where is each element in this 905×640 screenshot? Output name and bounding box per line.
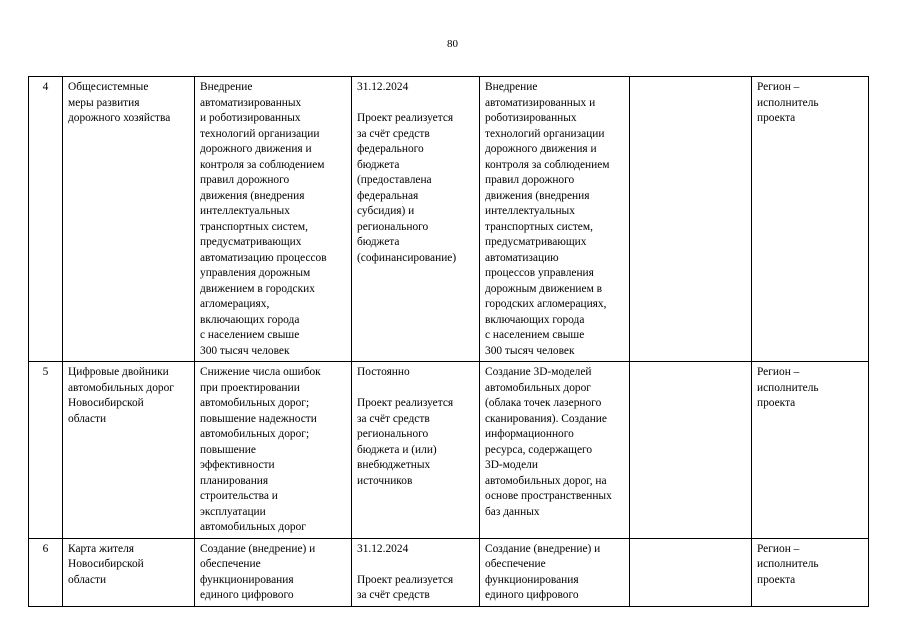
- project-name-cell-line: Новосибирской: [68, 558, 144, 570]
- deadline-funding-cell: [352, 362, 480, 539]
- project-goal-cell-line: эксплуатации: [200, 505, 266, 518]
- expected-result-cell-line: правил дорожного: [485, 174, 575, 186]
- project-goal-cell-line: функционирования: [200, 573, 294, 586]
- expected-result-cell-line: дорожного движения и: [485, 143, 597, 155]
- project-name-cell-line: Карта жителя: [68, 542, 134, 555]
- expected-result-cell-line: контроля за соблюдением: [485, 158, 610, 171]
- project-goal-cell-line: интеллектуальных: [200, 205, 290, 217]
- project-goal-cell-line: автоматизированных: [200, 96, 302, 109]
- project-goal-cell: [195, 362, 352, 539]
- expected-result-cell-line: предусматривающих: [485, 236, 587, 248]
- executor-cell-line: исполнитель: [757, 381, 819, 394]
- executor-cell-line: Регион –: [757, 366, 800, 378]
- table-row: [29, 362, 869, 539]
- project-goal-cell-line: управления дорожным: [200, 267, 311, 279]
- project-goal-cell-line: строительства и: [200, 490, 278, 502]
- row-number: 6: [29, 538, 63, 606]
- deadline: 31.12.2024: [357, 542, 409, 555]
- expected-result-cell-line: ресурса, содержащего: [485, 443, 593, 456]
- project-goal-cell: [195, 77, 352, 362]
- project-goal-cell-line: технологий организации: [200, 127, 320, 140]
- project-goal-cell-line: правил дорожного: [200, 174, 290, 186]
- executor-cell: [752, 362, 869, 539]
- executor-cell-line: Регион –: [757, 542, 800, 555]
- expected-result-cell-line: процессов управления: [485, 267, 594, 279]
- expected-result-cell-line: единого цифрового: [485, 589, 579, 601]
- expected-result-cell-line: автоматизированных и: [485, 96, 596, 109]
- project-goal-cell-line: агломерациях,: [200, 298, 270, 310]
- project-name-cell-line: меры развития: [68, 96, 140, 109]
- project-goal-cell-line: Создание (внедрение) и: [200, 542, 316, 555]
- executor-cell-line: исполнитель: [757, 96, 819, 109]
- project-goal-cell-line: дорожного движения и: [200, 143, 312, 155]
- deadline-funding-cell: [352, 538, 480, 606]
- project-goal-cell-line: и роботизированных: [200, 112, 301, 124]
- expected-result-cell-line: включающих города: [485, 313, 585, 326]
- project-name-cell-line: Общесистемные: [68, 81, 149, 93]
- expected-result-cell-line: Создание (внедрение) и: [485, 542, 601, 555]
- project-goal-cell-line: единого цифрового: [200, 589, 294, 601]
- funding-line: за счёт средств: [357, 589, 430, 601]
- expected-result-cell-line: информационного: [485, 428, 574, 440]
- projects-table: [28, 76, 869, 607]
- expected-result-cell: [480, 77, 630, 362]
- expected-result-cell-line: роботизированных: [485, 112, 577, 124]
- empty-cell: [630, 77, 752, 362]
- deadline: Постоянно: [357, 366, 410, 378]
- project-name-cell-line: области: [68, 573, 107, 586]
- funding-line: (предоставлена: [357, 174, 432, 186]
- project-goal-cell-line: контроля за соблюдением: [200, 158, 325, 171]
- funding-line: внебюджетных: [357, 459, 431, 471]
- spacer: [357, 381, 474, 397]
- page-number: 80: [447, 38, 458, 50]
- executor-cell-line: Регион –: [757, 81, 800, 93]
- project-goal-cell-line: предусматривающих: [200, 236, 302, 248]
- project-name-cell: [63, 77, 195, 362]
- project-name-cell-line: Цифровые двойники: [68, 366, 169, 378]
- funding-line: бюджета: [357, 158, 400, 171]
- funding-line: Проект реализуется: [357, 397, 454, 409]
- spacer: [357, 557, 474, 573]
- empty-cell: [630, 362, 752, 539]
- expected-result-cell-line: дорожным движением в: [485, 282, 602, 295]
- funding-line: регионального: [357, 220, 429, 233]
- project-goal-cell-line: автомобильных дорог;: [200, 397, 310, 409]
- funding-line: регионального: [357, 428, 429, 440]
- expected-result-cell-line: интеллектуальных: [485, 205, 575, 217]
- project-name-cell-line: дорожного хозяйства: [68, 112, 171, 124]
- project-goal-cell-line: движением в городских: [200, 282, 315, 295]
- funding-line: бюджета и (или): [357, 443, 437, 456]
- expected-result-cell-line: 3D-модели: [485, 459, 538, 471]
- expected-result-cell-line: автомобильных дорог: [485, 381, 591, 394]
- project-name-cell-line: автомобильных дорог: [68, 381, 174, 394]
- project-name-cell: [63, 538, 195, 606]
- project-goal-cell-line: транспортных систем,: [200, 220, 308, 233]
- funding-line: федерального: [357, 143, 424, 155]
- executor-cell-line: исполнитель: [757, 558, 819, 570]
- expected-result-cell-line: автомобильных дорог, на: [485, 474, 607, 487]
- project-goal-cell-line: с населением свыше: [200, 329, 300, 341]
- table-row: [29, 77, 869, 362]
- expected-result-cell-line: (облака точек лазерного: [485, 397, 602, 409]
- funding-line: Проект реализуется: [357, 112, 454, 124]
- project-name-cell-line: области: [68, 412, 107, 425]
- funding-line: источников: [357, 474, 413, 487]
- project-goal-cell-line: движения (внедрения: [200, 189, 305, 202]
- project-goal-cell-line: Внедрение: [200, 81, 253, 93]
- expected-result-cell-line: обеспечение: [485, 558, 546, 570]
- project-goal-cell-line: 300 тысяч человек: [200, 344, 290, 357]
- expected-result-cell: [480, 538, 630, 606]
- expected-result-cell-line: 300 тысяч человек: [485, 344, 575, 357]
- spacer: [357, 96, 474, 112]
- expected-result-cell-line: с населением свыше: [485, 329, 585, 341]
- funding-line: федеральная: [357, 189, 419, 202]
- row-number: 5: [29, 362, 63, 539]
- funding-line: за счёт средств: [357, 127, 430, 140]
- expected-result-cell-line: основе пространственных: [485, 490, 612, 502]
- project-goal-cell-line: автомобильных дорог: [200, 521, 306, 533]
- expected-result-cell-line: автоматизацию: [485, 251, 559, 264]
- expected-result-cell-line: баз данных: [485, 505, 540, 518]
- expected-result-cell-line: движения (внедрения: [485, 189, 590, 202]
- project-name-cell: [63, 362, 195, 539]
- project-goal-cell-line: эффективности: [200, 459, 275, 471]
- executor-cell-line: проекта: [757, 397, 796, 409]
- executor-cell-line: проекта: [757, 573, 796, 586]
- project-goal-cell-line: включающих города: [200, 313, 300, 326]
- expected-result-cell-line: Внедрение: [485, 81, 538, 93]
- expected-result-cell-line: технологий организации: [485, 127, 605, 140]
- expected-result-cell-line: функционирования: [485, 573, 579, 586]
- table-row: [29, 538, 869, 606]
- deadline-funding-cell: [352, 77, 480, 362]
- funding-line: бюджета: [357, 236, 400, 248]
- project-goal-cell-line: повышение надежности: [200, 412, 317, 425]
- funding-line: за счёт средств: [357, 412, 430, 425]
- expected-result-cell: [480, 362, 630, 539]
- row-number: 4: [29, 77, 63, 362]
- executor-cell-line: проекта: [757, 112, 796, 124]
- expected-result-cell-line: сканирования). Создание: [485, 412, 607, 425]
- project-goal-cell-line: автомобильных дорог;: [200, 428, 310, 440]
- expected-result-cell-line: транспортных систем,: [485, 220, 593, 233]
- project-goal-cell: [195, 538, 352, 606]
- expected-result-cell-line: городских агломерациях,: [485, 298, 607, 310]
- funding-line: субсидия) и: [357, 205, 415, 217]
- project-goal-cell-line: обеспечение: [200, 558, 261, 570]
- empty-cell: [630, 538, 752, 606]
- project-goal-cell-line: повышение: [200, 443, 256, 456]
- project-name-cell-line: Новосибирской: [68, 397, 144, 409]
- deadline: 31.12.2024: [357, 81, 409, 93]
- expected-result-cell-line: Создание 3D-моделей: [485, 366, 592, 378]
- project-goal-cell-line: планирования: [200, 474, 269, 487]
- project-goal-cell-line: Снижение числа ошибок: [200, 366, 321, 378]
- funding-line: Проект реализуется: [357, 573, 454, 586]
- project-goal-cell-line: при проектировании: [200, 381, 300, 394]
- executor-cell: [752, 77, 869, 362]
- executor-cell: [752, 538, 869, 606]
- funding-line: (софинансирование): [357, 251, 457, 264]
- project-goal-cell-line: автоматизацию процессов: [200, 251, 327, 264]
